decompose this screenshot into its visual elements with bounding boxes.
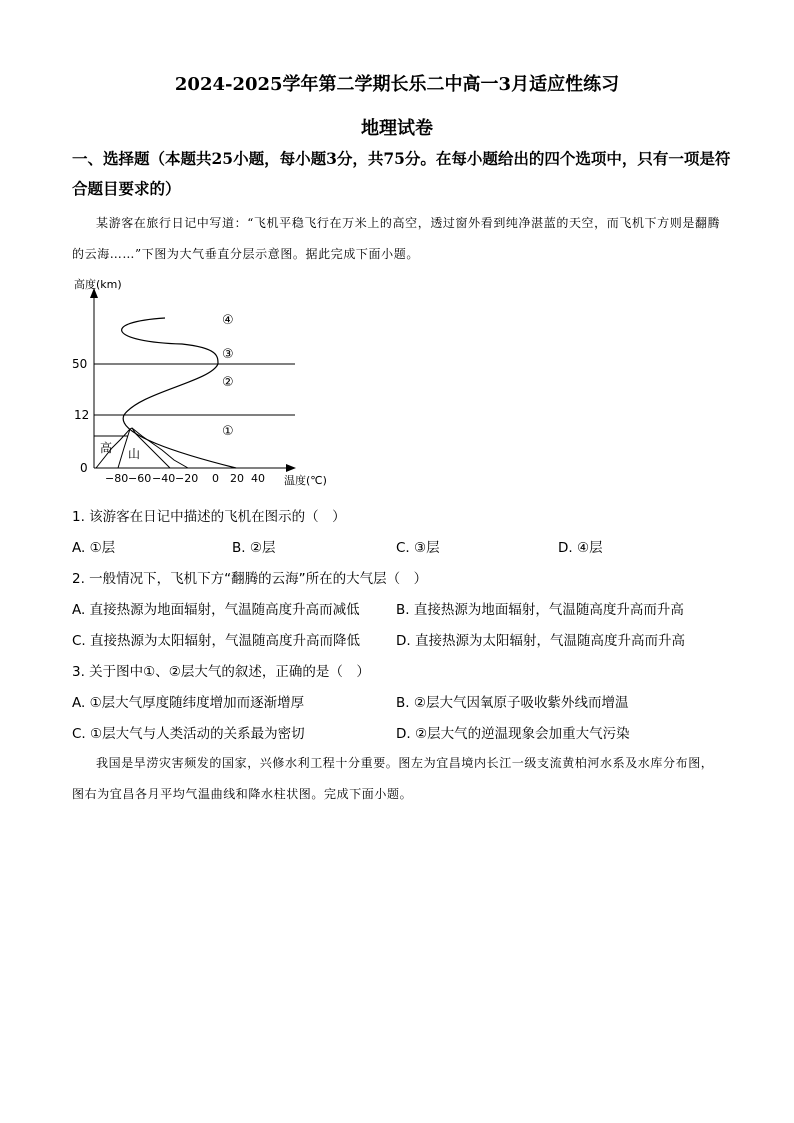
layer-label-2: ② [222,375,234,390]
x-axis-label: 温度(℃) [284,474,327,487]
question-3-option-c[interactable]: C. ①层大气与人类活动的关系最为密切 [72,726,305,742]
layer-label-3: ③ [222,347,234,362]
y-tick-50: 50 [72,357,88,371]
question-3-option-a[interactable]: A. ①层大气厚度随纬度增加而逐渐增厚 [72,695,305,711]
x-tick: 0 [212,472,219,485]
question-1-stem: 1. 该游客在日记中描述的飞机在图示的（ ） [72,509,346,525]
question-1-option-b[interactable]: B. ②层 [232,540,276,556]
question-3-stem: 3. 关于图中①、②层大气的叙述，正确的是（ ） [72,664,370,680]
y-tick-0: 0 [80,461,88,475]
layer-label-1: ① [222,424,234,439]
question-1-option-c[interactable]: C. ③层 [396,540,440,556]
mountain-label-shan: 山 [128,447,141,461]
temperature-curve [122,318,236,468]
exam-subtitle: 地理试卷 [361,118,433,139]
x-axis-arrow [286,464,296,472]
question-3-option-b[interactable]: B. ②层大气因氧原子吸收紫外线而增温 [396,695,629,711]
material-passage-1: 某游客在旅行日记中写道：“飞机平稳飞行在万米上的高空，透过窗外看到纯净湛蓝的天空，而飞机下方则是翻腾的云海……”下图为大气垂直分层示意图。据此完成下面小题。 [72,216,721,261]
question-2-stem: 2. 一般情况下，飞机下方“翻腾的云海”所在的大气层（ ） [72,571,428,587]
atmosphere-layer-diagram [70,278,340,490]
y-tick-12: 12 [74,408,90,422]
question-2-option-a[interactable]: A. 直接热源为地面辐射，气温随高度升高而减低 [72,602,360,618]
section-heading: 一、选择题（本题共25小题，每小题3分，共75分。在每小题给出的四个选项中，只有一项是符合题目要求的） [72,149,731,198]
x-tick: −80 [105,472,129,485]
question-2-option-b[interactable]: B. 直接热源为地面辐射，气温随高度升高而升高 [396,602,684,618]
x-tick: 20 [230,472,244,485]
y-axis-label: 高度(km) [74,278,122,291]
question-1-option-d[interactable]: D. ④层 [558,540,603,556]
x-tick: −60 [128,472,152,485]
exam-title: 2024-2025学年第二学期长乐二中高一3月适应性练习 [174,74,620,95]
x-tick: 40 [251,472,265,485]
mountain-label-gao: 高 [100,441,113,455]
mountain-slope-right [132,428,188,468]
layer-label-4: ④ [222,313,234,328]
x-tick: −20 [175,472,199,485]
x-tick: −40 [152,472,176,485]
material-passage-2: 我国是旱涝灾害频发的国家，兴修水利工程十分重要。图左为宜昌境内长江一级支流黄柏河水系及水库分布图，图右为宜昌各月平均气温曲线和降水柱状图。完成下面小题。 [72,756,714,801]
question-2-option-d[interactable]: D. 直接热源为太阳辐射，气温随高度升高而升高 [396,633,685,649]
question-1-option-a[interactable]: A. ①层 [72,540,116,556]
question-3-option-d[interactable]: D. ②层大气的逆温现象会加重大气污染 [396,726,630,742]
question-2-option-c[interactable]: C. 直接热源为太阳辐射，气温随高度升高而降低 [72,633,361,649]
